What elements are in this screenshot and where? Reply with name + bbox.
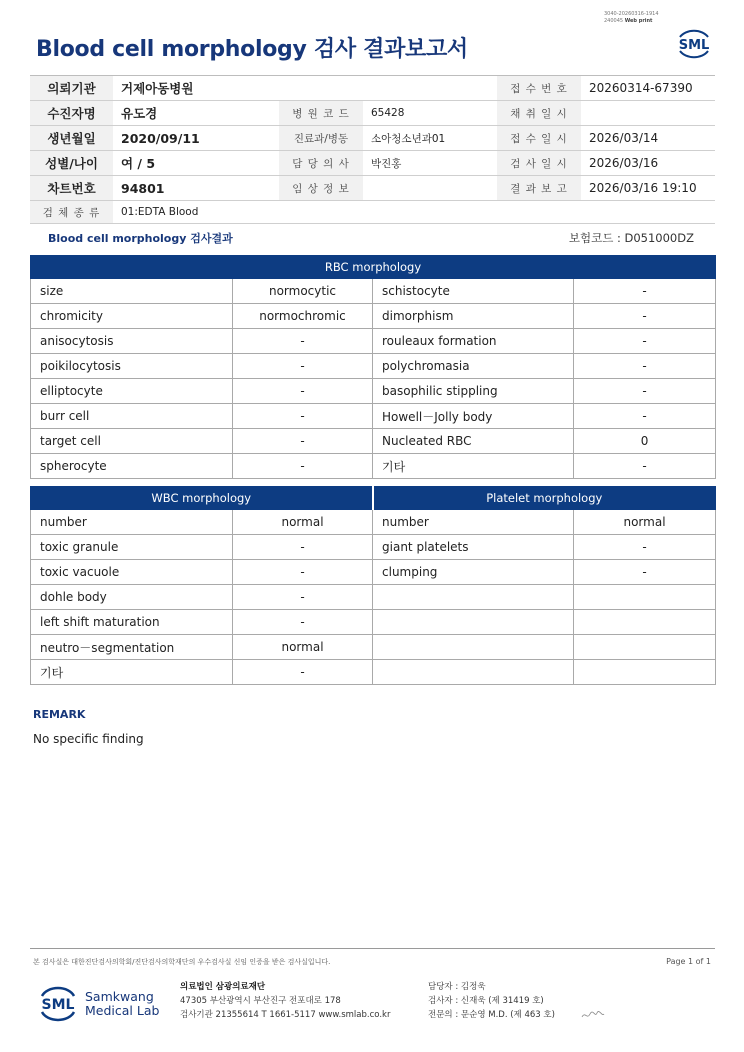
table-cell: 0 <box>574 429 716 454</box>
collection-date-label: 채 취 일 시 <box>497 101 581 126</box>
staff-block <box>428 980 555 1022</box>
table-cell: normal <box>233 635 373 660</box>
table-cell <box>373 635 574 660</box>
table-cell <box>373 585 574 610</box>
clinical-info-value <box>363 176 497 201</box>
footer-divider <box>30 948 715 949</box>
table-cell: number <box>31 510 233 535</box>
institution-label: 의뢰기관 <box>30 76 113 101</box>
table-cell <box>373 610 574 635</box>
table-cell: - <box>233 660 373 685</box>
clinical-info-label: 임 상 정 보 <box>279 176 363 201</box>
table-cell: - <box>574 404 716 429</box>
receipt-no-value: 20260314-67390 <box>581 76 715 101</box>
lab-name <box>85 990 159 1018</box>
dept-value: 소아청소년과01 <box>363 126 497 151</box>
table-cell: number <box>373 510 574 535</box>
table-row <box>31 560 716 585</box>
platelet-header: Platelet morphology <box>373 487 716 510</box>
table-cell: anisocytosis <box>31 329 233 354</box>
patient-name-label: 수진자명 <box>30 101 113 126</box>
info-row <box>30 101 715 126</box>
dept-label: 진료과/병동 <box>279 126 363 151</box>
print-code-line1: 3040-20260316-1914 <box>604 11 659 17</box>
table-cell: burr cell <box>31 404 233 429</box>
hospital-code-value: 65428 <box>363 101 497 126</box>
report-date-value: 2026/03/16 19:10 <box>581 176 715 201</box>
info-row <box>30 201 715 224</box>
table-row <box>31 379 716 404</box>
web-print-label: Web print <box>624 18 653 24</box>
page-title: Blood cell morphology 검사 결과보고서 <box>36 37 468 62</box>
table-cell: schistocyte <box>373 279 574 304</box>
table-cell: - <box>233 535 373 560</box>
table-cell: normocytic <box>233 279 373 304</box>
patient-info-table <box>30 75 715 224</box>
table-cell: target cell <box>31 429 233 454</box>
remark-text: No specific finding <box>33 732 144 746</box>
lab-name-line1: Samkwang <box>85 989 154 1004</box>
table-cell: polychromasia <box>373 354 574 379</box>
chart-no-value: 94801 <box>113 176 279 201</box>
table-cell: - <box>574 304 716 329</box>
birth-value: 2020/09/11 <box>113 126 279 151</box>
table-row <box>31 585 716 610</box>
table-cell: - <box>574 535 716 560</box>
hospital-code-label: 병 원 코 드 <box>279 101 363 126</box>
lab-name-line2: Medical Lab <box>85 1003 160 1018</box>
patient-name-value: 유도경 <box>113 101 279 126</box>
table-cell: Howell－Jolly body <box>373 404 574 429</box>
table-cell <box>574 635 716 660</box>
table-cell: spherocyte <box>31 454 233 479</box>
print-code <box>604 11 659 25</box>
specimen-label: 검 체 종 류 <box>30 201 113 224</box>
table-cell: rouleaux formation <box>373 329 574 354</box>
sex-age-label: 성별/나이 <box>30 151 113 176</box>
info-row <box>30 151 715 176</box>
table-row <box>31 354 716 379</box>
table-cell: basophilic stippling <box>373 379 574 404</box>
sml-logo-icon <box>674 26 714 62</box>
info-row <box>30 126 715 151</box>
table-cell: - <box>233 404 373 429</box>
table-cell: dimorphism <box>373 304 574 329</box>
table-row <box>31 429 716 454</box>
table-cell: dohle body <box>31 585 233 610</box>
table-row <box>31 454 716 479</box>
wbc-header: WBC morphology <box>31 487 373 510</box>
certification-note: 본 검사실은 대한진단검사의학회/진단검사의학재단의 우수검사실 신임 인증을 받은 검사실입니다. <box>33 958 331 966</box>
birth-label: 생년월일 <box>30 126 113 151</box>
remark-heading: REMARK <box>33 708 86 721</box>
receipt-date-label: 접 수 일 시 <box>497 126 581 151</box>
staff-specialist: 전문의 : 문순영 M.D. (제 463 호) <box>428 1010 555 1020</box>
results-heading: Blood cell morphology 검사결과 <box>48 232 233 245</box>
table-cell: - <box>233 429 373 454</box>
table-cell: normal <box>233 510 373 535</box>
table-cell <box>574 585 716 610</box>
table-cell: - <box>233 560 373 585</box>
table-cell: - <box>574 279 716 304</box>
page-number: Page 1 of 1 <box>666 957 711 966</box>
receipt-date-value: 2026/03/14 <box>581 126 715 151</box>
table-cell: - <box>233 454 373 479</box>
doctor-value: 박진홍 <box>363 151 497 176</box>
table-row <box>31 279 716 304</box>
table-cell: normochromic <box>233 304 373 329</box>
table-row <box>31 535 716 560</box>
table-cell: chromicity <box>31 304 233 329</box>
table-cell: - <box>233 610 373 635</box>
table-row <box>31 635 716 660</box>
table-cell: neutro－segmentation <box>31 635 233 660</box>
table-cell: normal <box>574 510 716 535</box>
table-cell: giant platelets <box>373 535 574 560</box>
receipt-no-label: 접 수 번 호 <box>497 76 581 101</box>
table-cell: - <box>574 560 716 585</box>
table-row <box>31 329 716 354</box>
samkwang-logo-text: SML <box>41 997 75 1013</box>
rbc-morphology-table <box>30 255 716 479</box>
table-cell: - <box>233 329 373 354</box>
institution-value: 거제아동병원 <box>113 76 497 101</box>
table-cell: - <box>574 454 716 479</box>
table-cell: - <box>574 379 716 404</box>
table-row <box>31 660 716 685</box>
table-cell <box>373 660 574 685</box>
test-date-label: 검 사 일 시 <box>497 151 581 176</box>
table-cell: poikilocytosis <box>31 354 233 379</box>
table-cell <box>574 610 716 635</box>
table-row <box>31 304 716 329</box>
table-cell: - <box>233 379 373 404</box>
table-cell: clumping <box>373 560 574 585</box>
table-cell: toxic vacuole <box>31 560 233 585</box>
table-cell: - <box>574 329 716 354</box>
table-cell: - <box>574 354 716 379</box>
table-row <box>31 510 716 535</box>
sml-logo-text: SML <box>678 38 710 53</box>
samkwang-logo-icon <box>37 982 79 1024</box>
wbc-platelet-table <box>30 486 716 685</box>
sex-age-value: 여 / 5 <box>113 151 279 176</box>
table-cell: - <box>233 585 373 610</box>
print-code-line2: 240045 <box>604 18 624 24</box>
table-cell: toxic granule <box>31 535 233 560</box>
test-date-value: 2026/03/16 <box>581 151 715 176</box>
info-row <box>30 76 715 101</box>
chart-no-label: 차트번호 <box>30 176 113 201</box>
table-cell: size <box>31 279 233 304</box>
table-cell <box>574 660 716 685</box>
org-name: 의료법인 삼광의료재단 <box>180 982 266 992</box>
table-cell: Nucleated RBC <box>373 429 574 454</box>
staff-tester: 검사자 : 신재욱 (제 31419 호) <box>428 996 544 1006</box>
rbc-header: RBC morphology <box>31 256 716 279</box>
doctor-label: 담 당 의 사 <box>279 151 363 176</box>
collection-date-value <box>581 101 715 126</box>
table-cell: left shift maturation <box>31 610 233 635</box>
table-cell: - <box>233 354 373 379</box>
table-cell: 기타 <box>31 660 233 685</box>
table-row <box>31 610 716 635</box>
lab-address-block <box>180 980 390 1022</box>
signature-icon <box>580 1008 606 1022</box>
insurance-code: 보험코드 : D051000DZ <box>568 231 694 245</box>
specimen-value: 01:EDTA Blood <box>113 201 715 224</box>
table-cell: 기타 <box>373 454 574 479</box>
lab-address: 47305 부산광역시 부산진구 전포대로 178 <box>180 996 341 1006</box>
staff-manager: 담당자 : 김정욱 <box>428 982 486 992</box>
lab-contact: 검사기관 21355614 T 1661-5117 www.smlab.co.kr <box>180 1010 391 1020</box>
report-date-label: 결 과 보 고 <box>497 176 581 201</box>
table-cell: elliptocyte <box>31 379 233 404</box>
table-row <box>31 404 716 429</box>
info-row <box>30 176 715 201</box>
